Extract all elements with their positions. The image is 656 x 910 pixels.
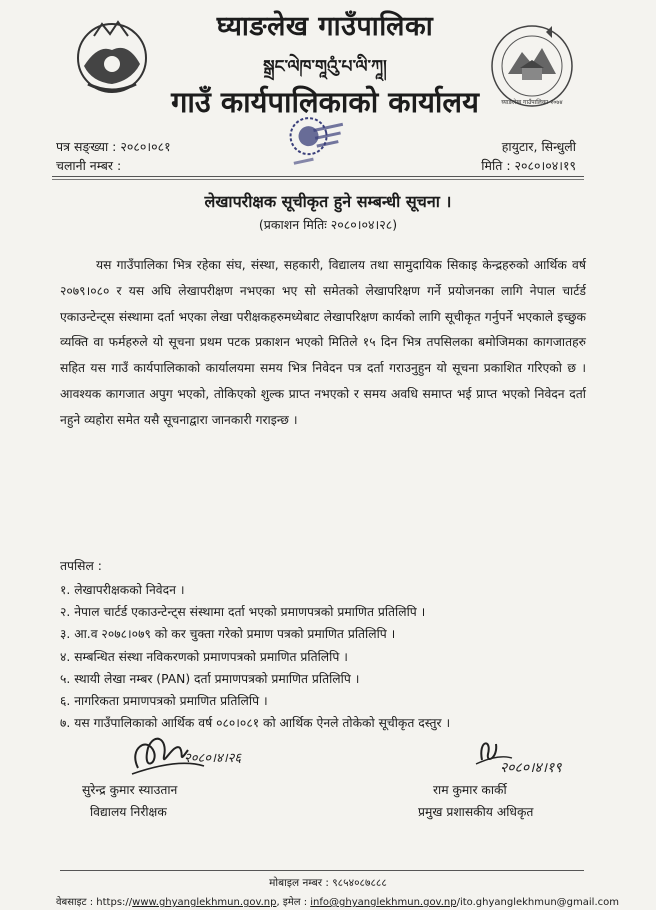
list-item: १. लेखापरीक्षकको निवेदन । — [60, 583, 185, 597]
email-link-primary[interactable]: info@ghyanglekhmun.gov.np — [310, 897, 457, 908]
email-separator: / — [456, 897, 460, 908]
list-item: ६. नागरिकता प्रमाणपत्रको प्रमाणित प्रतिलिपि । — [60, 693, 268, 708]
office-stamp-icon — [270, 108, 350, 178]
logo-caption: घ्याङलेख गाउँपालिका-२०७४ — [501, 99, 563, 106]
right-signature-icon — [468, 730, 578, 785]
list-item: ५. स्थायी लेखा नम्बर (PAN) दर्ता प्रमाणपत्रको प्रमाणित प्रतिलिपि । — [60, 671, 360, 686]
right-signatory-name: राम कुमार कार्की — [433, 783, 507, 797]
right-signature-date: २०८०।४।१९ — [500, 760, 562, 776]
dispatch-number: चलानी नम्बर : — [56, 158, 122, 173]
footer-divider — [60, 870, 584, 871]
details-heading: तपसिल : — [60, 559, 102, 573]
email-link-secondary[interactable]: ito.ghyanglekhmun@gmail.com — [459, 897, 619, 908]
office-name: गाउँ कार्यपालिकाको कार्यालय — [171, 85, 479, 119]
list-item: ७. यस गाउँपालिकाको आर्थिक वर्ष ०८०।०८१ को आर्थिक ऐनले तोकेको सूचीकृत दस्तुर । — [60, 716, 451, 731]
left-signature-date: २०८०।४।२६ — [184, 751, 242, 766]
publication-date: (प्रकाशन मितिः २०८०।०४।२८) — [258, 217, 398, 232]
reference-number: पत्र सङ्ख्या : २०८०।०८१ — [56, 139, 171, 154]
municipality-logo-icon — [488, 22, 576, 110]
office-location: हायुटार, सिन्धुली — [501, 139, 576, 154]
left-signatory-title: विद्यालय निरीक्षक — [90, 805, 167, 819]
municipality-name: घ्याङलेख गाउँपालिका — [216, 11, 434, 42]
municipality-name-tibetan: སྒྲང་ལེཁ་གཱའུཾ་པ་ལི་ཀཱ། — [263, 57, 387, 77]
notice-title: लेखापरीक्षक सूचीकृत हुने सम्बन्धी सूचना । — [204, 192, 452, 211]
document-list — [60, 579, 450, 734]
left-signatory-name: सुरेन्द्र कुमार स्याउतान — [82, 783, 178, 797]
letter-date: मिति : २०८०।०४।१९ — [481, 158, 576, 173]
website-link[interactable]: www.ghyanglekhmun.gov.np — [132, 897, 277, 908]
list-item: ४. सम्बन्धित संस्था नविकरणको प्रमाणपत्रको प्रमाणित प्रतिलिपि । — [60, 649, 348, 664]
list-item: ३. आ.व २०७८।०७९ को कर चुक्ता गरेको प्रमाण पत्रको प्रमाणित प्रतिलिपि । — [60, 627, 396, 642]
footer-phone: मोबाइल नम्बर : ९८५४०८७८८८ — [269, 877, 387, 889]
website-label: वेबसाइट : https:// — [56, 897, 133, 908]
header-divider — [52, 176, 584, 177]
header-divider-thin — [52, 179, 584, 180]
notice-body: यस गाउँपालिका भित्र रहेका संघ, संस्था, सहकारी, विद्यालय तथा सामुदायिक सिकाइ केन्द्रहरुको आर्थिक वर्ष २०७९।०८० र यस अघि लेखापरीक्षण नभएका भए सो समेतको लेखापरिक्षण गर्ने प्रयोजनका लागि नेपाल चार्टर्ड एकाउन्टेन्ट्स संस्थामा दर्ता भएका लेखा परीक्षकहरुमध्येबाट लेखापरिक्षण कार्यको लागि सूचीकृत गर्नुपर्ने भएकाले इच्छुक व्यक्ति वा फर्महरुले यो सूचना प्रथम पटक प्रकाशन भएको मितिले १५ दिन भित्र तपसिलका बमोजिमका कागजातहरु सहित यस गाउँ कार्यपालिकाको कार्यालयमा समय भित्र निवेदन पत्र दर्ता गराउनुहुन यो सूचना प्रकाशित गरिएको छ । आवश्यक कागजात अपुग भएको, तोकिएको शुल्क प्राप्त नभएको र समय अवधि समाप्त भई प्राप्त भएको निवेदन दर्ता नहुने व्यहोरा समेत यसै सूचनाद्वारा जानकारी गराइन्छ । — [60, 258, 586, 427]
footer-contact — [56, 894, 619, 908]
right-signatory-title: प्रमुख प्रशासकीय अधिकृत — [418, 805, 534, 819]
left-signature-icon — [118, 728, 248, 788]
email-label: , इमेल : — [276, 897, 308, 908]
list-item: २. नेपाल चार्टर्ड एकाउन्टेन्ट्स संस्थामा दर्ता भएको प्रमाणपत्रको प्रमाणित प्रतिलिपि । — [60, 605, 426, 620]
